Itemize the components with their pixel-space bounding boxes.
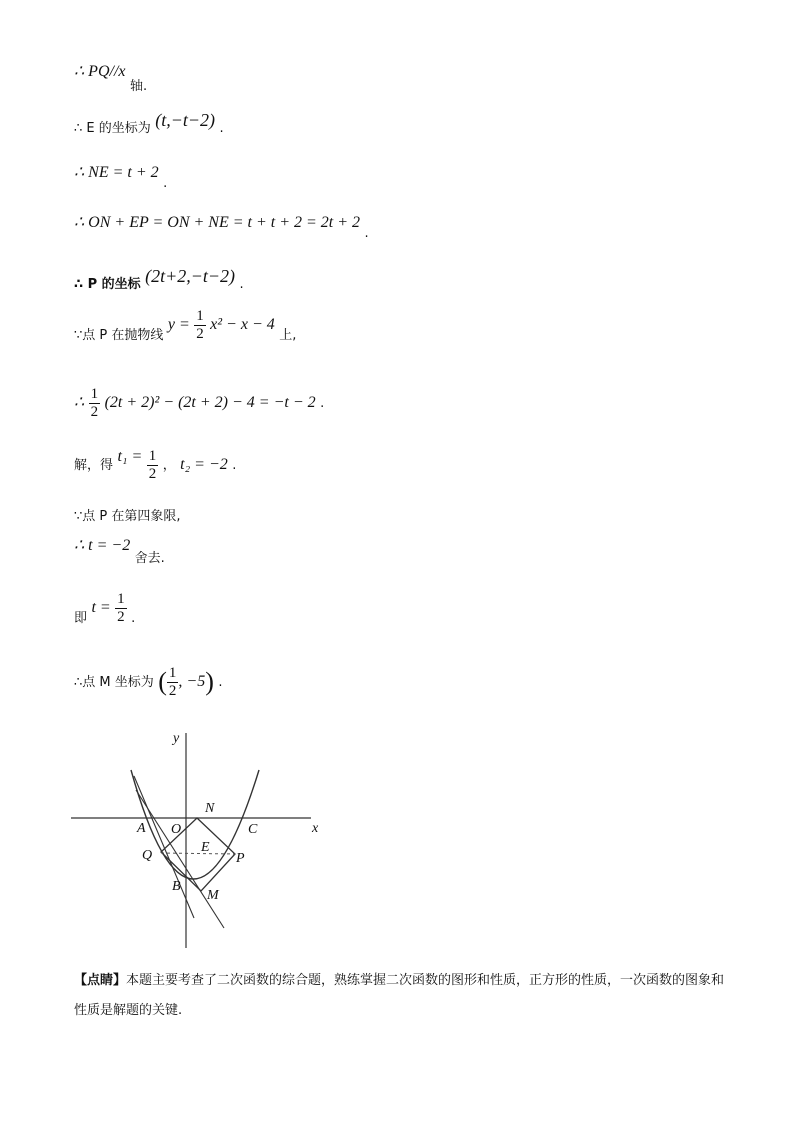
fraction-denominator: 2 [148, 465, 157, 482]
label-namely: 即 [74, 611, 88, 626]
period: . [131, 611, 136, 626]
math-e-coordinate: (t,−t−2) [155, 110, 215, 130]
note-text: 本题主要考查了二次函数的综合题，熟练掌握二次函数的图形和性质，正方形的性质，一次函数的图象和性质是解题的关键. [74, 973, 725, 1018]
label-m-coordinate: ∴点 M 坐标为 [74, 675, 154, 690]
label-solve: 解，得 [74, 458, 114, 473]
text-fourth-quadrant: ∵点 P 在第四象限, [74, 509, 181, 524]
step-p-coordinate [74, 266, 244, 295]
period: . [219, 121, 224, 136]
line-ab [134, 776, 194, 918]
fraction-denominator: 2 [90, 403, 99, 420]
fraction-denominator: 2 [117, 608, 125, 625]
suffix-reject: 舍去. [134, 551, 165, 566]
math-y-equals: y = [167, 316, 190, 333]
fraction-half [194, 308, 206, 343]
label-e-coordinate: ∴ E 的坐标为 [74, 121, 151, 136]
paren-close: ) [205, 667, 214, 696]
fraction-numerator: 1 [196, 307, 204, 324]
label-p: P [236, 851, 245, 866]
math-ne-length: ∴ NE = t + 2 [74, 164, 159, 181]
label-x: x [312, 821, 319, 836]
step-pq-parallel [74, 62, 148, 94]
period: . [364, 226, 369, 241]
period: . [232, 458, 237, 473]
math-p-coordinate: (2t+2,−t−2) [145, 266, 236, 286]
period: . [163, 176, 168, 191]
fraction-denominator: 2 [168, 682, 177, 699]
label-p-coordinate: ∴ P 的坐标 [74, 277, 141, 292]
step-ne-length [74, 163, 168, 191]
fraction-numerator: 1 [148, 447, 157, 464]
math-t2: t₂ = −2 [180, 456, 228, 473]
fraction-numerator: 1 [90, 385, 99, 402]
math-m-y: , −5 [178, 673, 206, 690]
suffix-axis: 轴. [129, 79, 148, 94]
label-p-on-parabola: ∵点 P 在抛物线 [74, 328, 164, 343]
label-y: y [173, 731, 180, 746]
fraction-half [89, 386, 101, 421]
step-fourth-quadrant [74, 506, 181, 527]
dashed-pq [161, 853, 235, 854]
math-t-neg2: ∴ t = −2 [74, 537, 131, 554]
math-on-ep-sum: ∴ ON + EP = ON + NE = t + t + 2 = 2t + 2 [74, 214, 361, 231]
label-n: N [205, 801, 215, 816]
key-point-note [74, 966, 734, 1026]
label-q: Q [142, 848, 153, 863]
math-substitution: (2t + 2)² − (2t + 2) − 4 = −t − 2 [104, 394, 316, 411]
label-b: B [172, 879, 181, 894]
step-on-ep-sum [74, 213, 369, 241]
math-parabola-rest: x² − x − 4 [210, 316, 275, 333]
period: . [218, 675, 223, 690]
label-c: C [248, 822, 258, 837]
fraction-numerator: 1 [117, 590, 125, 607]
step-t-value [74, 588, 135, 629]
step-m-coordinate [74, 660, 222, 705]
step-reject [74, 536, 165, 566]
fraction-numerator: 1 [168, 664, 177, 681]
label-a: A [137, 821, 146, 836]
label-e: E [201, 840, 210, 855]
suffix-on: 上, [279, 328, 297, 343]
step-e-coordinate [74, 110, 224, 139]
label-m: M [207, 888, 219, 903]
separator: ， [162, 458, 176, 473]
math-pq-parallel-x: ∴ PQ//x [74, 63, 126, 80]
fraction-denominator: 2 [196, 325, 204, 342]
math-t-equals: t = [91, 599, 111, 616]
fraction-half [147, 448, 159, 483]
parabola-figure [66, 728, 336, 953]
step-solve [74, 445, 236, 486]
step-p-on-parabola [74, 307, 297, 356]
period: . [239, 277, 244, 292]
step-substitution [74, 383, 324, 424]
note-tag: 【点睛】 [74, 973, 127, 988]
paren-open: ( [158, 667, 167, 696]
fraction-half [167, 665, 179, 700]
math-t1: t₁ = [117, 448, 143, 465]
label-o: O [171, 822, 182, 837]
therefore-symbol: ∴ [74, 394, 85, 411]
period: . [320, 396, 325, 411]
fraction-half [115, 591, 127, 626]
